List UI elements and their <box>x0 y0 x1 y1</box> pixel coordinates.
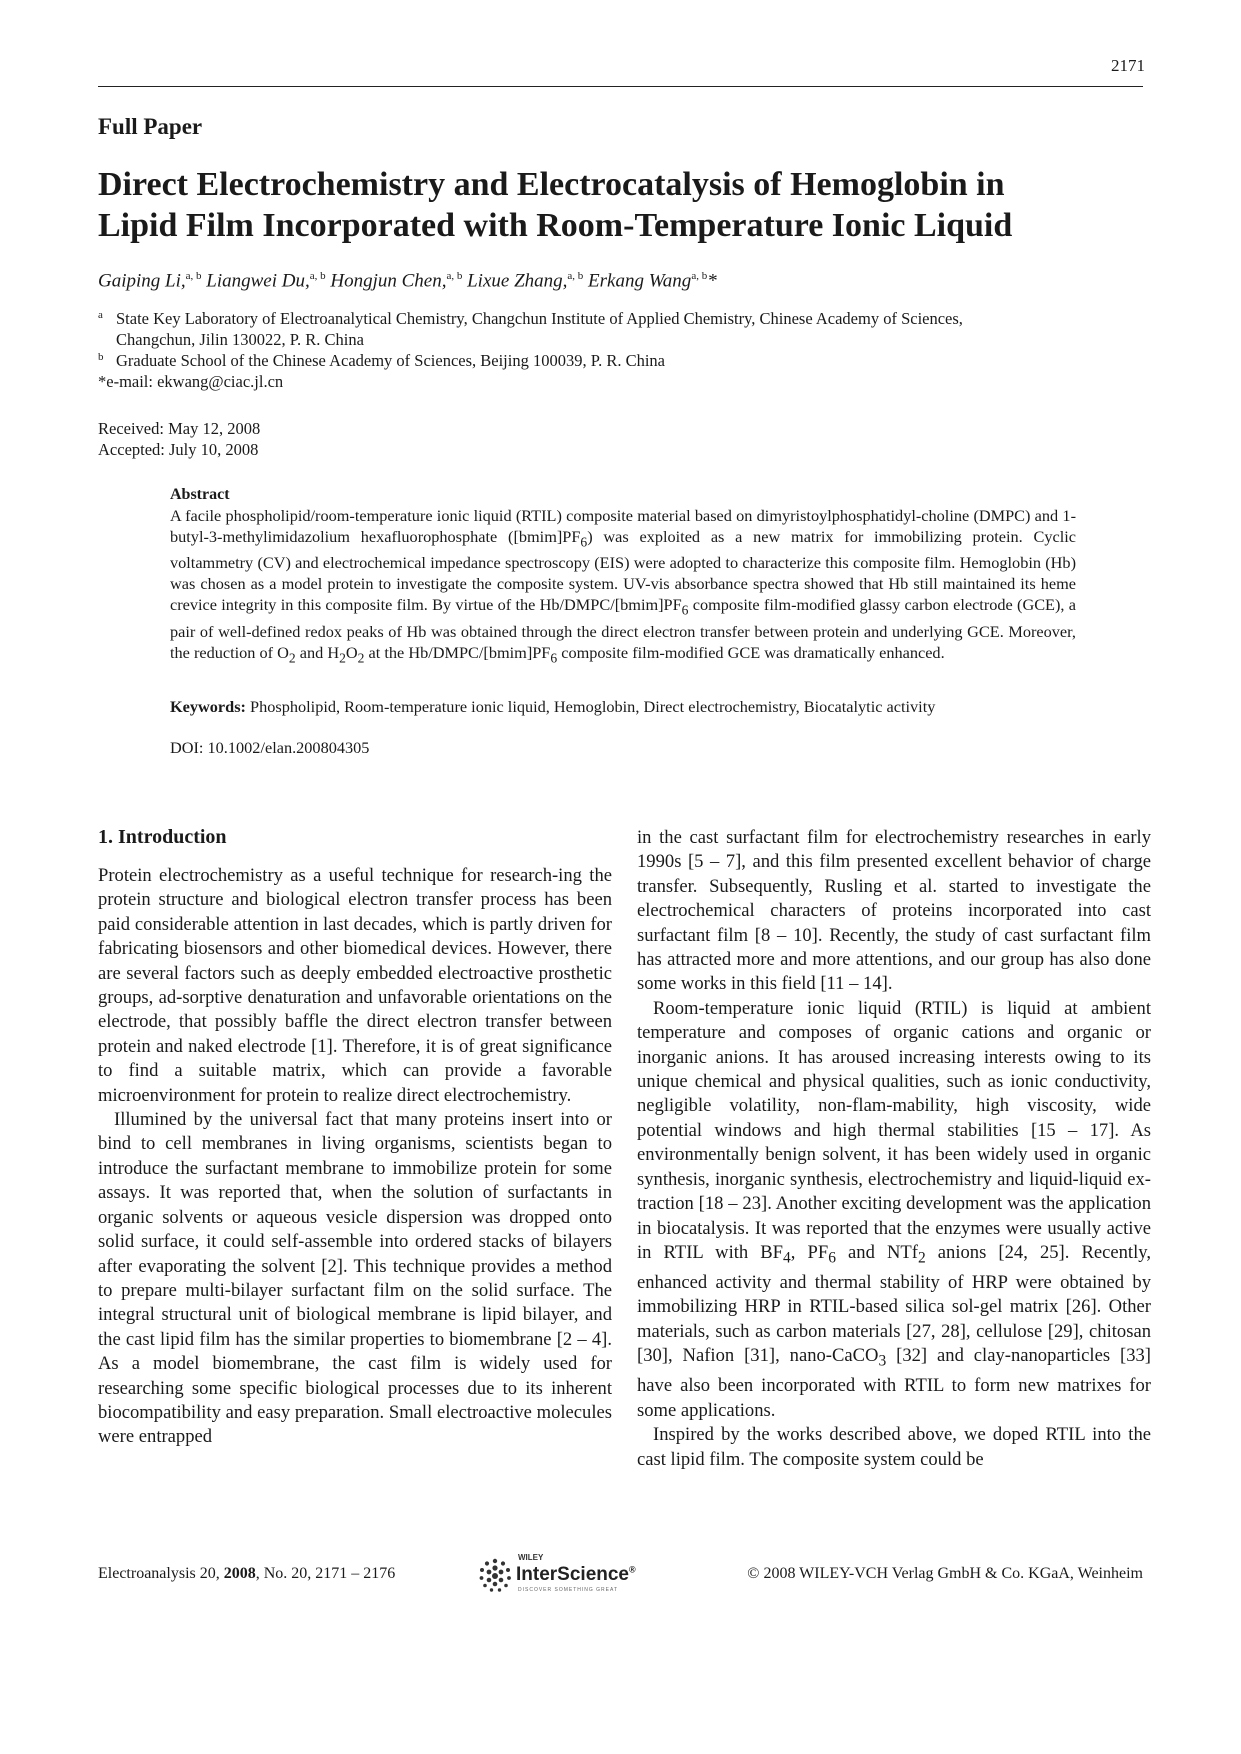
section-heading: 1. Introduction <box>98 826 227 848</box>
paragraph <box>637 997 1151 1423</box>
affiliation-line: Changchun, Jilin 130022, P. R. China <box>116 330 364 349</box>
received-date: Received: May 12, 2008 <box>98 419 261 438</box>
paragraph: Inspired by the works described above, we doped RTIL into the cast lipid film. The composite system could be <box>637 1424 1151 1470</box>
abstract-text-run: ) was exploited as a new matrix for immobilizing protein. Cyclic voltammetry (CV) and electrochemical impedance spectroscopy (EIS) were adopted to characterize this composite film. Hemoglobin (Hb) was chosen as a model protein to investigate the composite system. UV-vis absorbance spectra showed that Hb still maintained its heme crevice integrity in this composite film. By virtue of the Hb/DMPC/[bmim]PF <box>170 527 1076 615</box>
affiliation-b <box>98 350 1148 371</box>
copyright: © 2008 WILEY-VCH Verlag GmbH & Co. KGaA, Weinheim <box>747 1565 1143 1582</box>
affiliation-mark: b <box>98 351 104 363</box>
abstract-text-run: at the Hb/DMPC/[bmim]PF <box>364 642 551 662</box>
subscript: 2 <box>357 649 365 665</box>
journal-citation <box>98 1565 395 1583</box>
affiliations <box>98 308 1148 392</box>
text-run: and NTf <box>835 1241 918 1263</box>
paragraph: Illumined by the universal fact that many proteins insert into or bind to cell membranes in living organisms, scientists began to introduce the surfactant membrane to immobilize protein for some assays. It was reported that, when the solution of surfactants in organic solvents or aqueous vesicle dispersion was dropped onto solid surface, it could self-assemble into ordered stacks of bilayers after evaporating the solvent [2]. This technique provides a method to prepare multi-bilayer surfactant film on the solid surface. The integral structural unit of biological membrane is lipid bilayer, and the cast lipid film has the similar properties to biomembrane [2 – 4]. As a model biomembrane, the cast film is widely used for researching some specific biological processes due to its inherent biocompatibility and easy preparation. Small electroactive molecules were entrapped <box>98 1109 612 1448</box>
page-number: 2171 <box>1111 56 1145 75</box>
header-rule <box>98 86 1143 87</box>
abstract-text-run: composite film-modified glassy carbon electrode (GCE), a pair of well-defined redox peaks of Hb was obtained through the direct electron transfer between protein and underlying GCE. Moreover, the reduction of O <box>170 595 1076 662</box>
author-affil-mark: a, b <box>309 270 326 282</box>
text-run: Room-temperature ionic liquid (RTIL) is liquid at ambient temperature and composes of organic cations and organic or inorganic anions. It has aroused increasing interests owing to its unique chemical and physical qualities, such as ionic conductivity, negligible volatility, non-flam-mability, high viscosity, wide potential windows and high thermal stabilities [15 – 17]. As environmentally benign solvent, it has been widely used in organic synthesis, inorganic synthesis, electrochemistry and liquid-liquid ex-traction [18 – 23]. Another exciting development was the application in biocatalysis. It was reported that the enzymes were usually active in RTIL with BF <box>637 997 1151 1263</box>
keywords-label: Keywords: <box>170 697 246 716</box>
abstract-text <box>170 505 1076 668</box>
logo-tagline: DISCOVER SOMETHING GREAT <box>518 1587 619 1593</box>
affiliation-a <box>98 308 1148 350</box>
subscript: 4 <box>783 1249 791 1267</box>
abstract <box>170 484 1076 668</box>
accepted-date: Accepted: July 10, 2008 <box>98 440 259 459</box>
right-column <box>637 826 1151 1472</box>
doi: DOI: 10.1002/elan.200804305 <box>170 738 370 757</box>
journal-name: Electroanalysis 20, <box>98 1565 220 1582</box>
keywords <box>170 697 1090 717</box>
section-label: Full Paper <box>98 114 203 139</box>
affiliation-line: State Key Laboratory of Electroanalytical Chemistry, Changchun Institute of Applied Chemistry, Chinese Academy of Sciences, <box>116 309 963 328</box>
text-run: [32] and clay-nanoparticles [33] have also been incorporated with RTIL to form new matrixes for some applications. <box>637 1345 1151 1421</box>
paragraph: in the cast surfactant film for electrochemistry researches in early 1990s [5 – 7], and this film presented excellent behavior of charge transfer. Subsequently, Rusling et al. started to investigate the electrochemical characters of proteins incorporated into cast surfactant film [8 – 10]. Recently, the study of cast surfactant film has attracted more and more attentions, and our group has also done some works in this field [11 – 14]. <box>637 827 1151 995</box>
left-column <box>98 826 612 1450</box>
logo-interscience-text <box>516 1564 636 1586</box>
abstract-text-run: A facile phospholipid/room-temperature ionic liquid (RTIL) composite material based on dimyristoylphosphatidyl-choline (DMPC) and 1-butyl-3-methylimidazolium hexafluorophosphate ([bmim]PF <box>170 506 1076 546</box>
interscience-globe-icon <box>476 1557 514 1595</box>
author-affil-mark: a, b <box>567 270 584 282</box>
interscience-logo <box>476 1553 646 1597</box>
subscript: 6 <box>828 1249 836 1267</box>
corresponding-mark: * <box>707 270 717 292</box>
abstract-heading: Abstract <box>170 486 230 503</box>
article-title <box>98 164 1158 246</box>
subscript: 2 <box>288 649 296 665</box>
author-affil-mark: a, b <box>446 270 463 282</box>
subscript: 6 <box>681 602 689 618</box>
logo-wiley-text: WILEY <box>518 1553 544 1562</box>
affiliation-line: Graduate School of the Chinese Academy of Sciences, Beijing 100039, P. R. China <box>116 351 665 370</box>
author-list <box>98 270 717 292</box>
keywords-list: Phospholipid, Room-temperature ionic liquid, Hemoglobin, Direct electrochemistry, Biocatalytic activity <box>250 697 936 716</box>
paragraph: Protein electrochemistry as a useful technique for research-ing the protein structure and biological electron transfer process has been paid considerable attention in last decades, which is partly driven for fabricating biosensors and other biomedical devices. However, there are several factors such as deeply embedded electroactive prosthetic groups, ad-sorptive denaturation and unfavorable orientations on the electrode, that possibly baffle the direct electron transfer between protein and naked electrode [1]. Therefore, it is of great significance to find a suitable matrix, which can provide a favorable microenvironment for protein to realize direct electrochemistry. <box>98 865 612 1106</box>
abstract-text-run: and H <box>295 642 340 662</box>
author-name: Liangwei Du, <box>206 270 310 292</box>
author-affil-mark: a, b <box>185 270 202 282</box>
subscript: 2 <box>917 1249 926 1267</box>
author-affil-mark: a, b <box>691 270 708 282</box>
subscript: 2 <box>339 649 346 665</box>
abstract-text-run: composite film-modified GCE was dramatically enhanced. <box>557 642 945 662</box>
subscript: 3 <box>878 1352 887 1370</box>
title-line-2: Lipid Film Incorporated with Room-Temperature Ionic Liquid <box>98 207 1013 244</box>
author-name: Gaiping Li, <box>98 270 186 292</box>
subscript: 6 <box>580 534 588 550</box>
subscript: 6 <box>550 649 558 665</box>
journal-issue: , No. 20, 2171 – 2176 <box>255 1565 396 1582</box>
journal-year: 2008 <box>223 1565 256 1582</box>
author-name: Erkang Wang <box>588 270 692 292</box>
text-run: anions [24, 25]. Recently, enhanced activity and thermal stability of HRP were obtained by immobilizing HRP in RTIL-based silica sol-gel matrix [26]. Other materials, such as carbon materials [27, 28], cellulose [29], chitosan [30], Nafion [31], nano-CaCO <box>637 1241 1151 1367</box>
abstract-text-run: O <box>345 642 358 662</box>
title-line-1: Direct Electrochemistry and Electrocatalysis of Hemoglobin in <box>98 166 1005 203</box>
text-run: , PF <box>790 1241 829 1263</box>
article-dates <box>98 418 260 460</box>
logo-name: InterScience <box>516 1564 629 1585</box>
affiliation-mark: a <box>98 309 103 321</box>
registered-mark: ® <box>629 1564 636 1575</box>
contact-email: *e-mail: ekwang@ciac.jl.cn <box>98 372 284 391</box>
author-name: Hongjun Chen, <box>330 270 447 292</box>
author-name: Lixue Zhang, <box>467 270 568 292</box>
